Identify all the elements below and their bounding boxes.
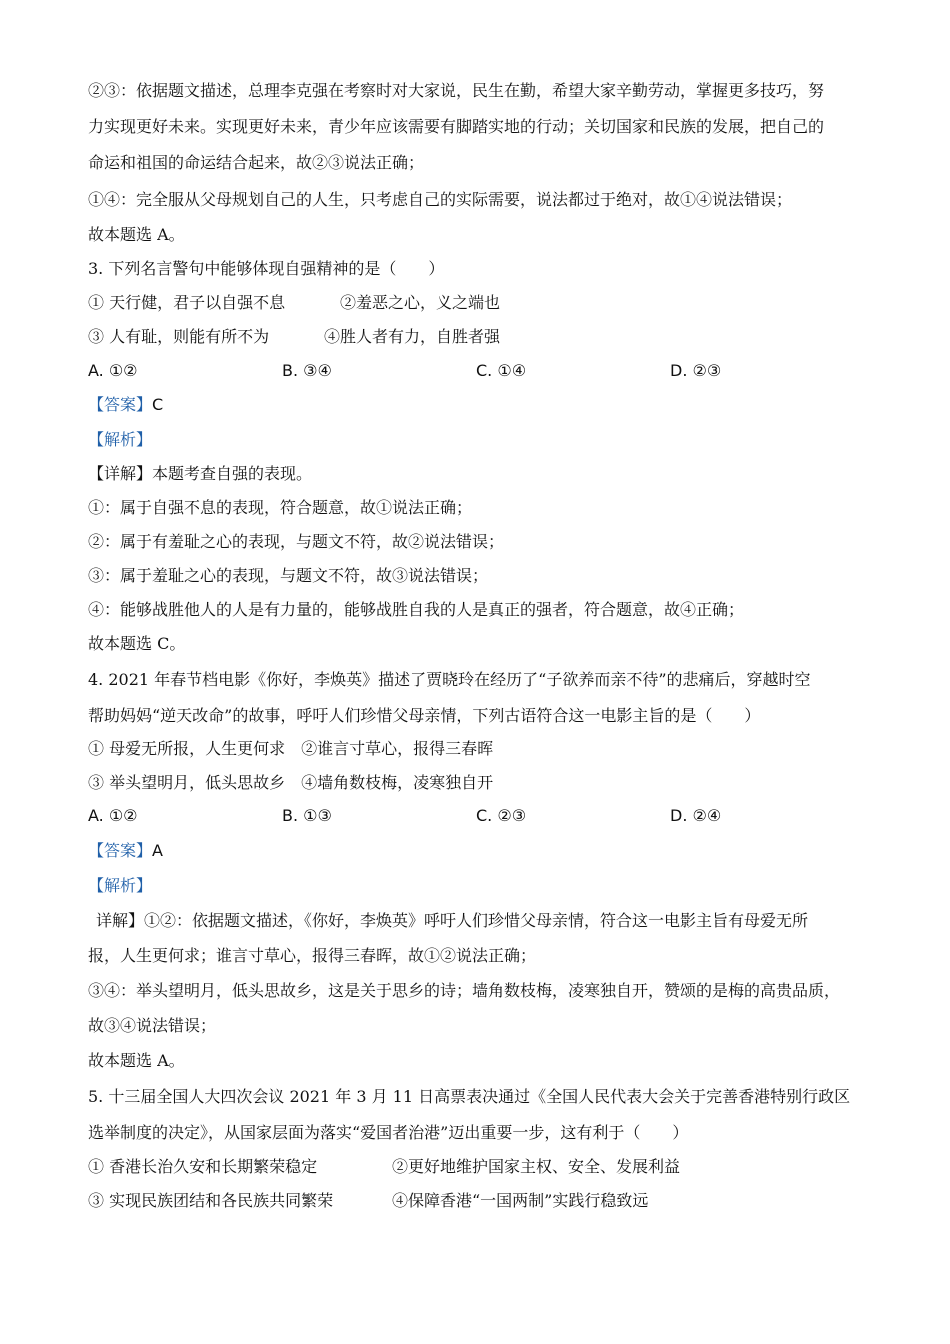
statement-1: ① 天行健，君子以自强不息 xyxy=(88,293,286,312)
detail-line: ④：能够战胜他人的人是有力量的，能够战胜自我的人是真正的强者，符合题意，故④正确； xyxy=(88,600,745,619)
statement-3: ③ 人有耻，则能有所不为 xyxy=(88,327,270,346)
answer-tag: 【答案】 xyxy=(88,395,153,414)
statement-2: ②更好地维护国家主权、安全、发展利益 xyxy=(392,1157,681,1176)
question-4-stem-line1: 4. 2021 年春节档电影《你好，李焕英》描述了贾晓玲在经历了“子欲养而亲不待”的悲痛后，穿越时空 xyxy=(88,670,811,689)
question-5-stem-line1: 5. 十三届全国人大四次会议 2021 年 3 月 11 日高票表决通过《全国人民代表大会关于完善香港特别行政区 xyxy=(88,1087,851,1106)
statement-4: ④胜人者有力，自胜者强 xyxy=(324,327,501,346)
detail-tag: 【详解】 xyxy=(88,464,153,483)
choice-a: A. ①② xyxy=(88,806,138,825)
statement-3: ③ 实现民族团结和各民族共同繁荣 xyxy=(88,1191,334,1210)
detail-line: ③④：举头望明月，低头思故乡，这是关于思乡的诗；墙角数枝梅，凌寒独自开，赞颂的是梅的高贵品质， xyxy=(88,981,841,1000)
detail-line: ③：属于羞耻之心的表现，与题文不符，故③说法错误； xyxy=(88,566,489,585)
answer-value: A xyxy=(152,841,163,860)
statements-3-4: ③ 举头望明月，低头思故乡 ④墙角数枝梅，凌寒独自开 xyxy=(88,773,494,792)
detail-line: 详解】①②：依据题文描述，《你好，李焕英》呼吁人们珍惜父母亲情，符合这一电影主旨有母爱无所 xyxy=(96,911,809,930)
text-line: 命运和祖国的命运结合起来，故②③说法正确； xyxy=(88,153,425,172)
text-line: 力实现更好未来。实现更好未来，青少年应该需要有脚踏实地的行动；关切国家和民族的发展，把自己的 xyxy=(88,117,825,136)
statement-4: ④保障香港“一国两制”实践行稳致远 xyxy=(392,1191,649,1210)
answer-line xyxy=(88,840,163,862)
choice-d: D. ②④ xyxy=(670,806,722,825)
choice-b: B. ③④ xyxy=(282,361,332,380)
answer-value: C xyxy=(152,395,164,414)
detail-line: 故③④说法错误； xyxy=(88,1016,217,1035)
choice-a: A. ①② xyxy=(88,361,138,380)
question-4-stem-line2: 帮助妈妈“逆天改命”的故事，呼吁人们珍惜父母亲情，下列古语符合这一电影主旨的是（ ） xyxy=(88,706,761,725)
answer-line xyxy=(88,394,163,416)
detail-line: ②：属于有羞耻之心的表现，与题文不符，故②说法错误； xyxy=(88,532,505,551)
detail-line xyxy=(88,463,312,485)
detail-line: ①：属于自强不息的表现，符合题意，故①说法正确； xyxy=(88,498,473,517)
detail-line: 报，人生更何求；谁言寸草心，报得三春晖，故①②说法正确； xyxy=(88,946,537,965)
text-line: ②③：依据题文描述，总理李克强在考察时对大家说，民生在勤，希望大家辛勤劳动，掌握更多技巧，努 xyxy=(88,81,825,100)
question-5-stem-line2: 选举制度的决定》，从国家层面为落实“爱国者治港”迈出重要一步，这有利于（ ） xyxy=(88,1123,689,1142)
answer-tag: 【答案】 xyxy=(88,841,153,860)
choice-b: B. ①③ xyxy=(282,806,332,825)
conclusion-line: 故本题选 A。 xyxy=(88,225,185,244)
conclusion-line: 故本题选 C。 xyxy=(88,634,186,653)
question-3-stem: 3. 下列名言警句中能够体现自强精神的是（ ） xyxy=(88,259,445,278)
conclusion-line: 故本题选 A。 xyxy=(88,1051,185,1070)
statements-1-2: ① 母爱无所报，人生更何求 ②谁言寸草心，报得三春晖 xyxy=(88,739,494,758)
statement-1: ① 香港长治久安和长期繁荣稳定 xyxy=(88,1157,318,1176)
detail-text: 本题考查自强的表现。 xyxy=(152,464,313,483)
analysis-tag: 【解析】 xyxy=(88,430,153,449)
statement-2: ②羞恶之心，义之端也 xyxy=(340,293,501,312)
text-line: ①④：完全服从父母规划自己的人生，只考虑自己的实际需要，说法都过于绝对，故①④说法错误； xyxy=(88,190,793,209)
choice-c: C. ①④ xyxy=(476,361,527,380)
analysis-tag: 【解析】 xyxy=(88,876,153,895)
choice-d: D. ②③ xyxy=(670,361,722,380)
choice-c: C. ②③ xyxy=(476,806,527,825)
